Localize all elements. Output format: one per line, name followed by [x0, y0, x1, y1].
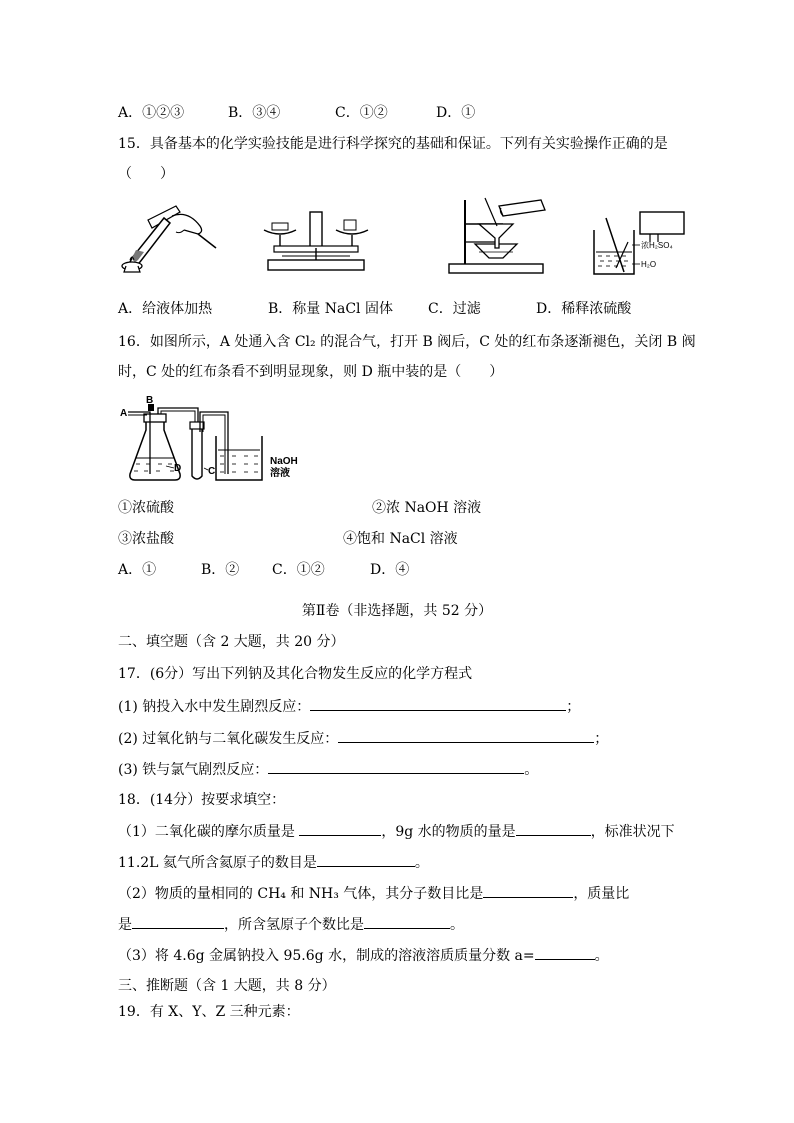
- q15-paren: （ ）: [118, 166, 174, 182]
- answer-blank-18-7[interactable]: [535, 946, 595, 960]
- section3-heading: 三、推断题（含 1 大题，共 8 分）: [118, 978, 336, 994]
- q14-option-b: B．③④: [228, 105, 281, 121]
- q17-item-2: (2) 过氧化钠与二氧化碳发生反应： ；: [118, 731, 609, 747]
- answer-blank-18-1[interactable]: [299, 822, 381, 836]
- q18-stem: 18．(14分）按要求填空：: [118, 792, 286, 808]
- label-d: D: [174, 463, 182, 474]
- answer-blank-18-4[interactable]: [483, 884, 573, 898]
- label-c: C: [208, 466, 216, 477]
- q16-choice-3: ③浓盐酸: [118, 531, 174, 547]
- section2-heading: 二、填空题（含 2 大题，共 20 分）: [118, 634, 345, 650]
- label-a: A: [120, 408, 128, 419]
- q16-option-a: A．①: [118, 562, 157, 578]
- q18-part2-line1: （2）物质的量相同的 CH₄ 和 NH₃ 气体，其分子数目比是 ，质量比: [118, 886, 630, 902]
- q17-stem: 17．(6分）写出下列钠及其化合物发生反应的化学方程式: [118, 666, 473, 682]
- q17-item-1: (1) 钠投入水中发生剧烈反应： ；: [118, 699, 581, 715]
- label-solution: 溶液: [270, 468, 290, 479]
- label-naoh: NaOH: [270, 456, 298, 467]
- q15-figure-balance: [262, 208, 370, 272]
- label-b: B: [146, 395, 154, 406]
- q16-apparatus-figure: [120, 396, 320, 484]
- q15-option-c: C．过滤: [428, 301, 481, 317]
- q15-figure-filtration: [445, 196, 550, 276]
- q19-stem: 19．有 X、Y、Z 三种元素：: [118, 1004, 300, 1020]
- q16-choice-4: ④饱和 NaCl 溶液: [343, 531, 458, 547]
- q14-option-d: D．①: [436, 105, 476, 121]
- q18-part1-line1: （1）二氧化碳的摩尔质量是 ，9g 水的物质的量是 ，标准状况下: [118, 824, 675, 840]
- q16-option-c: C．①②: [272, 562, 325, 578]
- answer-blank-18-6[interactable]: [364, 915, 450, 929]
- q16-stem-line1: 16．如图所示，A 处通入含 Cl₂ 的混合气，打开 B 阀后，C 处的红布条逐渐褪色，关闭 B 阀: [118, 334, 696, 350]
- q18-part2-line2: 是 ，所含氢原子个数比是 。: [118, 917, 464, 933]
- answer-blank-18-3[interactable]: [317, 853, 415, 867]
- q17-item-3: (3) 铁与氯气剧烈反应： 。: [118, 762, 539, 778]
- q16-option-d: D．④: [370, 562, 410, 578]
- q16-option-b: B．②: [201, 562, 240, 578]
- q18-part3: （3）将 4.6g 金属钠投入 95.6g 水，制成的溶液溶质质量分数 a= 。: [118, 948, 609, 964]
- q18-part1-line2: 11.2L 氦气所含氦原子的数目是 。: [118, 855, 429, 871]
- part2-title: 第Ⅱ卷（非选择题，共 52 分）: [301, 603, 493, 619]
- answer-blank-17-3[interactable]: [268, 760, 524, 774]
- q15-option-a: A．给液体加热: [118, 301, 213, 317]
- q16-choice-2: ②浓 NaOH 溶液: [372, 500, 482, 516]
- answer-blank-18-5[interactable]: [132, 915, 224, 929]
- answer-blank-17-2[interactable]: [338, 729, 594, 743]
- q15-figure-dilution: [588, 208, 688, 280]
- q15-figure-heating: [118, 198, 223, 276]
- q16-stem-line2: 时，C 处的红布条看不到明显现象，则 D 瓶中装的是（ ）: [118, 364, 504, 380]
- label-water: H₂O: [641, 260, 657, 269]
- answer-blank-18-2[interactable]: [516, 822, 591, 836]
- q16-choice-1: ①浓硫酸: [118, 500, 174, 516]
- q15-option-d: D．稀释浓硫酸: [536, 301, 632, 317]
- q15-option-b: B．称量 NaCl 固体: [268, 301, 393, 317]
- q14-option-a: A．①②③: [118, 105, 185, 121]
- answer-blank-17-1[interactable]: [310, 697, 566, 711]
- q14-option-c: C．①②: [335, 105, 388, 121]
- q15-stem: 15．具备基本的化学实验技能是进行科学探究的基础和保证。下列有关实验操作正确的是: [118, 136, 668, 152]
- label-conc-h2so4: 浓H₂SO₄: [641, 241, 673, 250]
